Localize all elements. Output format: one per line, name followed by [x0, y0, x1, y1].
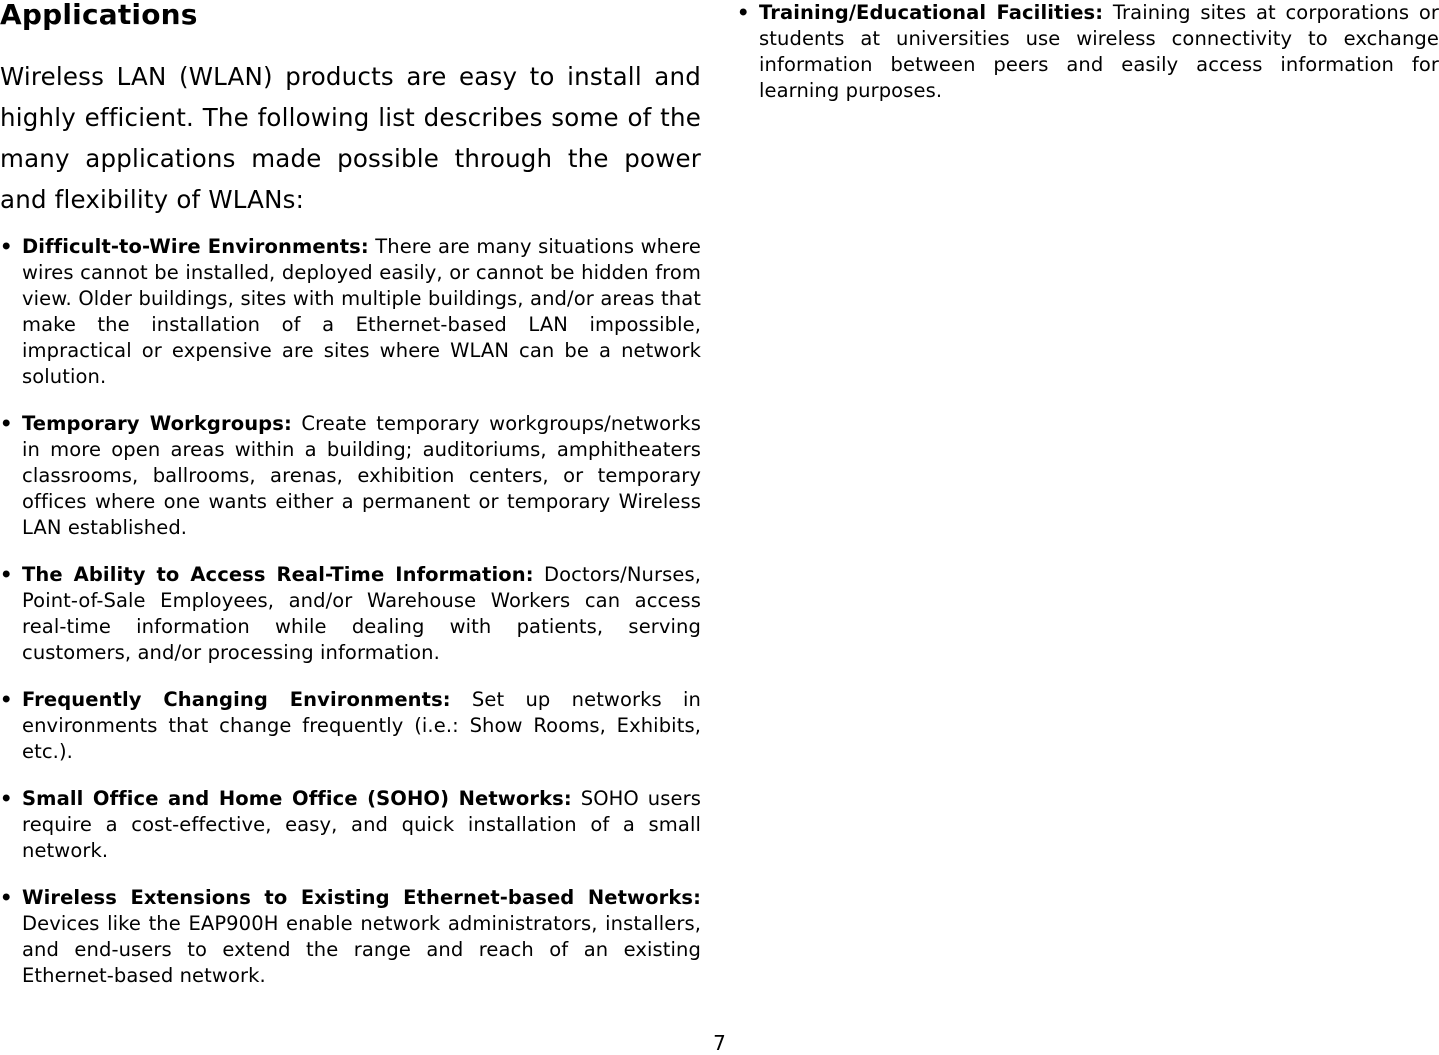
bullet-icon: • — [0, 412, 13, 435]
bullet-icon: • — [0, 563, 13, 586]
list-item-text: Create temporary workgroups/networks in more open areas within a building; auditoriums, amphitheaters classrooms, ballrooms, arenas, exhibition centers, or temporary offices where one wants either a permanent or temporary Wireless LAN established. — [22, 412, 701, 539]
intro-paragraph: Wireless LAN (WLAN) products are easy to install and highly efficient. The following list describes some of the many applications made possible through the power and flexibility of WLANs: — [0, 62, 701, 214]
bullet-icon: • — [737, 1, 750, 24]
left-column — [0, 0, 701, 1010]
right-column — [737, 0, 1439, 104]
list-item-training-facilities — [737, 0, 1439, 104]
list-item-difficult-to-wire — [0, 234, 701, 390]
list-item-term: Difficult-to-Wire Environments: — [22, 235, 369, 258]
list-item-text: Doctors/Nurses, Point-of-Sale Employees, and/or Warehouse Workers can access real-time information while dealing with patients, serving customers, and/or processing information. — [22, 563, 701, 664]
list-item-changing-environments — [0, 687, 701, 765]
list-item-term: Temporary Workgroups: — [22, 412, 292, 435]
list-item-term: Wireless Extensions to Existing Ethernet-based Networks: — [22, 886, 701, 909]
list-item-real-time-information — [0, 562, 701, 666]
list-item-temporary-workgroups — [0, 411, 701, 541]
list-item-term: Training/Educational Facilities: — [759, 1, 1104, 24]
application-list-continued — [737, 0, 1439, 104]
list-item-wireless-extensions — [0, 885, 701, 989]
list-item-term: Frequently Changing Environments: — [22, 688, 451, 711]
list-item-text: SOHO users require a cost-effective, easy, and quick installation of a small network. — [22, 787, 701, 862]
list-item-text: There are many situations where wires cannot be installed, deployed easily, or cannot be hidden from view. Older buildings, sites with multiple buildings, and/or areas that make the installation of a Ethernet-based LAN impossible, impractical or expensive are sites where WLAN can be a network solution. — [22, 235, 701, 388]
page-number: 7 — [713, 1031, 726, 1055]
list-item-text: Training sites at corporations or students at universities use wireless connectivity to exchange information between peers and easily access information for learning purposes. — [759, 1, 1439, 102]
list-item-text: Set up networks in environments that change frequently (i.e.: Show Rooms, Exhibits, etc.). — [22, 688, 701, 763]
bullet-icon: • — [0, 235, 13, 258]
bullet-icon: • — [0, 787, 13, 810]
list-item-soho-networks — [0, 786, 701, 864]
section-heading: Applications — [0, 0, 198, 31]
bullet-icon: • — [0, 886, 13, 909]
list-item-term: The Ability to Access Real-Time Information: — [22, 563, 534, 586]
list-item-term: Small Office and Home Office (SOHO) Networks: — [22, 787, 572, 810]
bullet-icon: • — [0, 688, 13, 711]
list-item-text: Devices like the EAP900H enable network administrators, installers, and end-users to extend the range and reach of an existing Ethernet-based network. — [22, 912, 701, 987]
application-list — [0, 234, 701, 989]
